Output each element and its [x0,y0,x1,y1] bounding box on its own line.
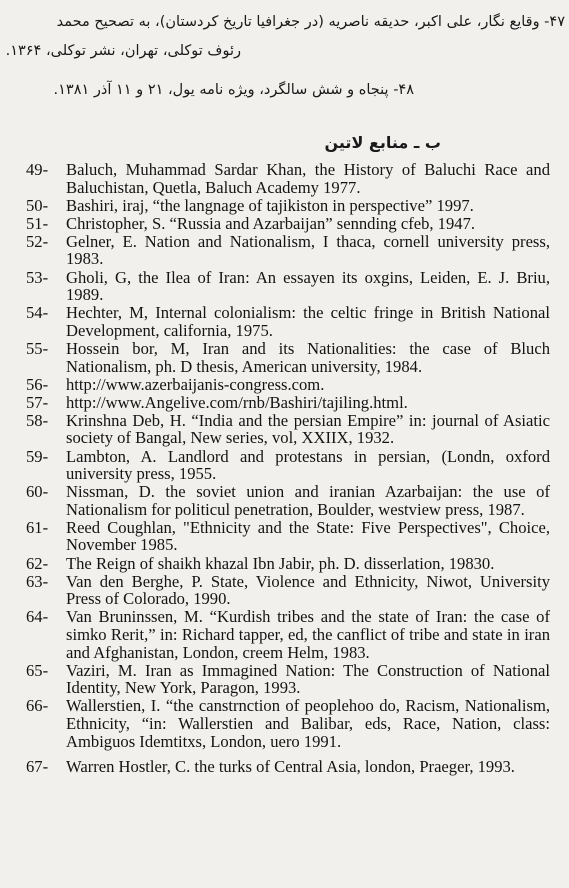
reference-text: Gelner, E. Nation and Nationalism, I thaca, cornell university press, 1983. [66,231,550,269]
persian-reference-48: ۴۸- پنجاه و شش سالگرد، ویژه نامه یول، ۲۱ و ۱۱ آذر ۱۳۸۱. [53,82,414,98]
reference-item [26,376,550,394]
reference-text: http://www.azerbaijanis-congress.com. [66,374,325,394]
reference-text: Krinshna Deb, H. “India and the persian Empire” in: journal of Asiatic society of Bangal, New series, vol, XXIIX, 1932. [66,410,550,448]
reference-number: 65- [26,660,49,680]
reference-text: Vaziri, M. Iran as Immagined Nation: The Construction of National Identity, New York, Paragon, 1993. [66,660,550,698]
reference-text: Bashiri, iraj, “the langnage of tajikiston in perspective” 1997. [66,195,474,215]
reference-number: 66- [26,696,49,716]
reference-item [26,448,550,483]
reference-text: Hechter, M, Internal colonialism: the celtic fringe in British National Development, california, 1975. [66,303,550,340]
reference-text: Van Bruninssen, M. “Kurdish tribes and the state of Iran: the case of simko Rerit,” in: Richard tapper, ed, the canflict of tribe and state in iran and Afghanistan, London, creem Helm, 1983. [66,607,550,662]
reference-number: 67- [26,757,49,777]
reference-item [26,758,550,776]
reference-item [26,697,550,750]
reference-text: Hossein bor, M, Iran and its Nationalities: the case of Bluch Nationalism, ph. D thesis, American university, 1984. [66,338,550,376]
reference-item [26,662,550,697]
reference-number: 56- [26,374,49,394]
reference-item [26,215,550,233]
reference-number: 52- [26,231,49,251]
reference-text: Christopher, S. “Russia and Azarbaijan” sennding cfeb, 1947. [66,213,476,233]
reference-item [26,161,550,196]
reference-item [26,197,550,215]
reference-item [26,269,550,304]
reference-text: Lambton, A. Landlord and protestans in persian, (Londn, oxford university press, 1955. [66,446,550,484]
reference-text: Wallerstien, I. “the canstrnction of peoplehoo do, Racism, Nationalism, Ethnicity, “in: Wallerstien and Balibar, eds, Race, Nation, class: Ambiguos Idemtitxs, London, uero 1991. [66,696,550,751]
reference-item [26,519,550,554]
reference-number: 50- [26,195,49,215]
reference-number: 53- [26,267,49,287]
reference-number: 49- [26,160,49,179]
reference-number: 60- [26,482,49,502]
reference-item [26,573,550,608]
reference-number: 59- [26,446,49,466]
reference-text: Gholi, G, the Ilea of Iran: An essayen its oxgins, Leiden, E. J. Briu, 1989. [66,267,550,305]
reference-text: Warren Hostler, C. the turks of Central Asia, london, Praeger, 1993. [66,757,515,777]
section-heading: ب ـ منابع لاتین [324,133,441,152]
reference-number: 61- [26,517,49,537]
reference-item [26,233,550,268]
reference-text: Reed Coughlan, "Ethnicity and the State: Five Perspectives", Choice, November 1985. [66,517,550,555]
reference-number: 55- [26,338,49,358]
reference-item [26,608,550,661]
reference-item [26,340,550,375]
persian-reference-47-line2: رئوف توکلی، تهران، نشر توکلی، ۱۳۶۴. [5,43,241,59]
reference-text: http://www.Angelive.com/rnb/Bashiri/tajiling.html. [66,392,408,412]
reference-item [26,483,550,518]
reference-number: 58- [26,410,49,430]
reference-list [26,161,550,776]
reference-text: The Reign of shaikh khazal Ibn Jabir, ph. D. disserlation, 19830. [66,553,495,573]
persian-reference-47-line1: ۴۷- وقایع نگار، علی اکبر، حدیقه ناصریه (در جغرافیا تاریخ کردستان)، به تصحیح محمد [56,14,565,30]
reference-item [26,412,550,447]
reference-item [26,304,550,339]
reference-text: Baluch, Muhammad Sardar Khan, the History of Baluchi Race and Baluchistan, Quetla, Baluch Academy 1977. [66,160,550,197]
reference-number: 51- [26,213,49,233]
reference-text: Nissman, D. the soviet union and iranian Azarbaijan: the use of Nationalism for politicul penetration, Boulder, westview press, 1987. [66,482,550,519]
reference-number: 57- [26,392,49,412]
reference-text: Van den Berghe, P. State, Violence and Ethnicity, Niwot, University Press of Colorado, 1990. [66,571,550,609]
reference-number: 64- [26,607,49,627]
reference-number: 63- [26,571,49,591]
reference-number: 62- [26,553,49,573]
reference-item [26,555,550,573]
reference-number: 54- [26,303,49,323]
reference-item [26,394,550,412]
